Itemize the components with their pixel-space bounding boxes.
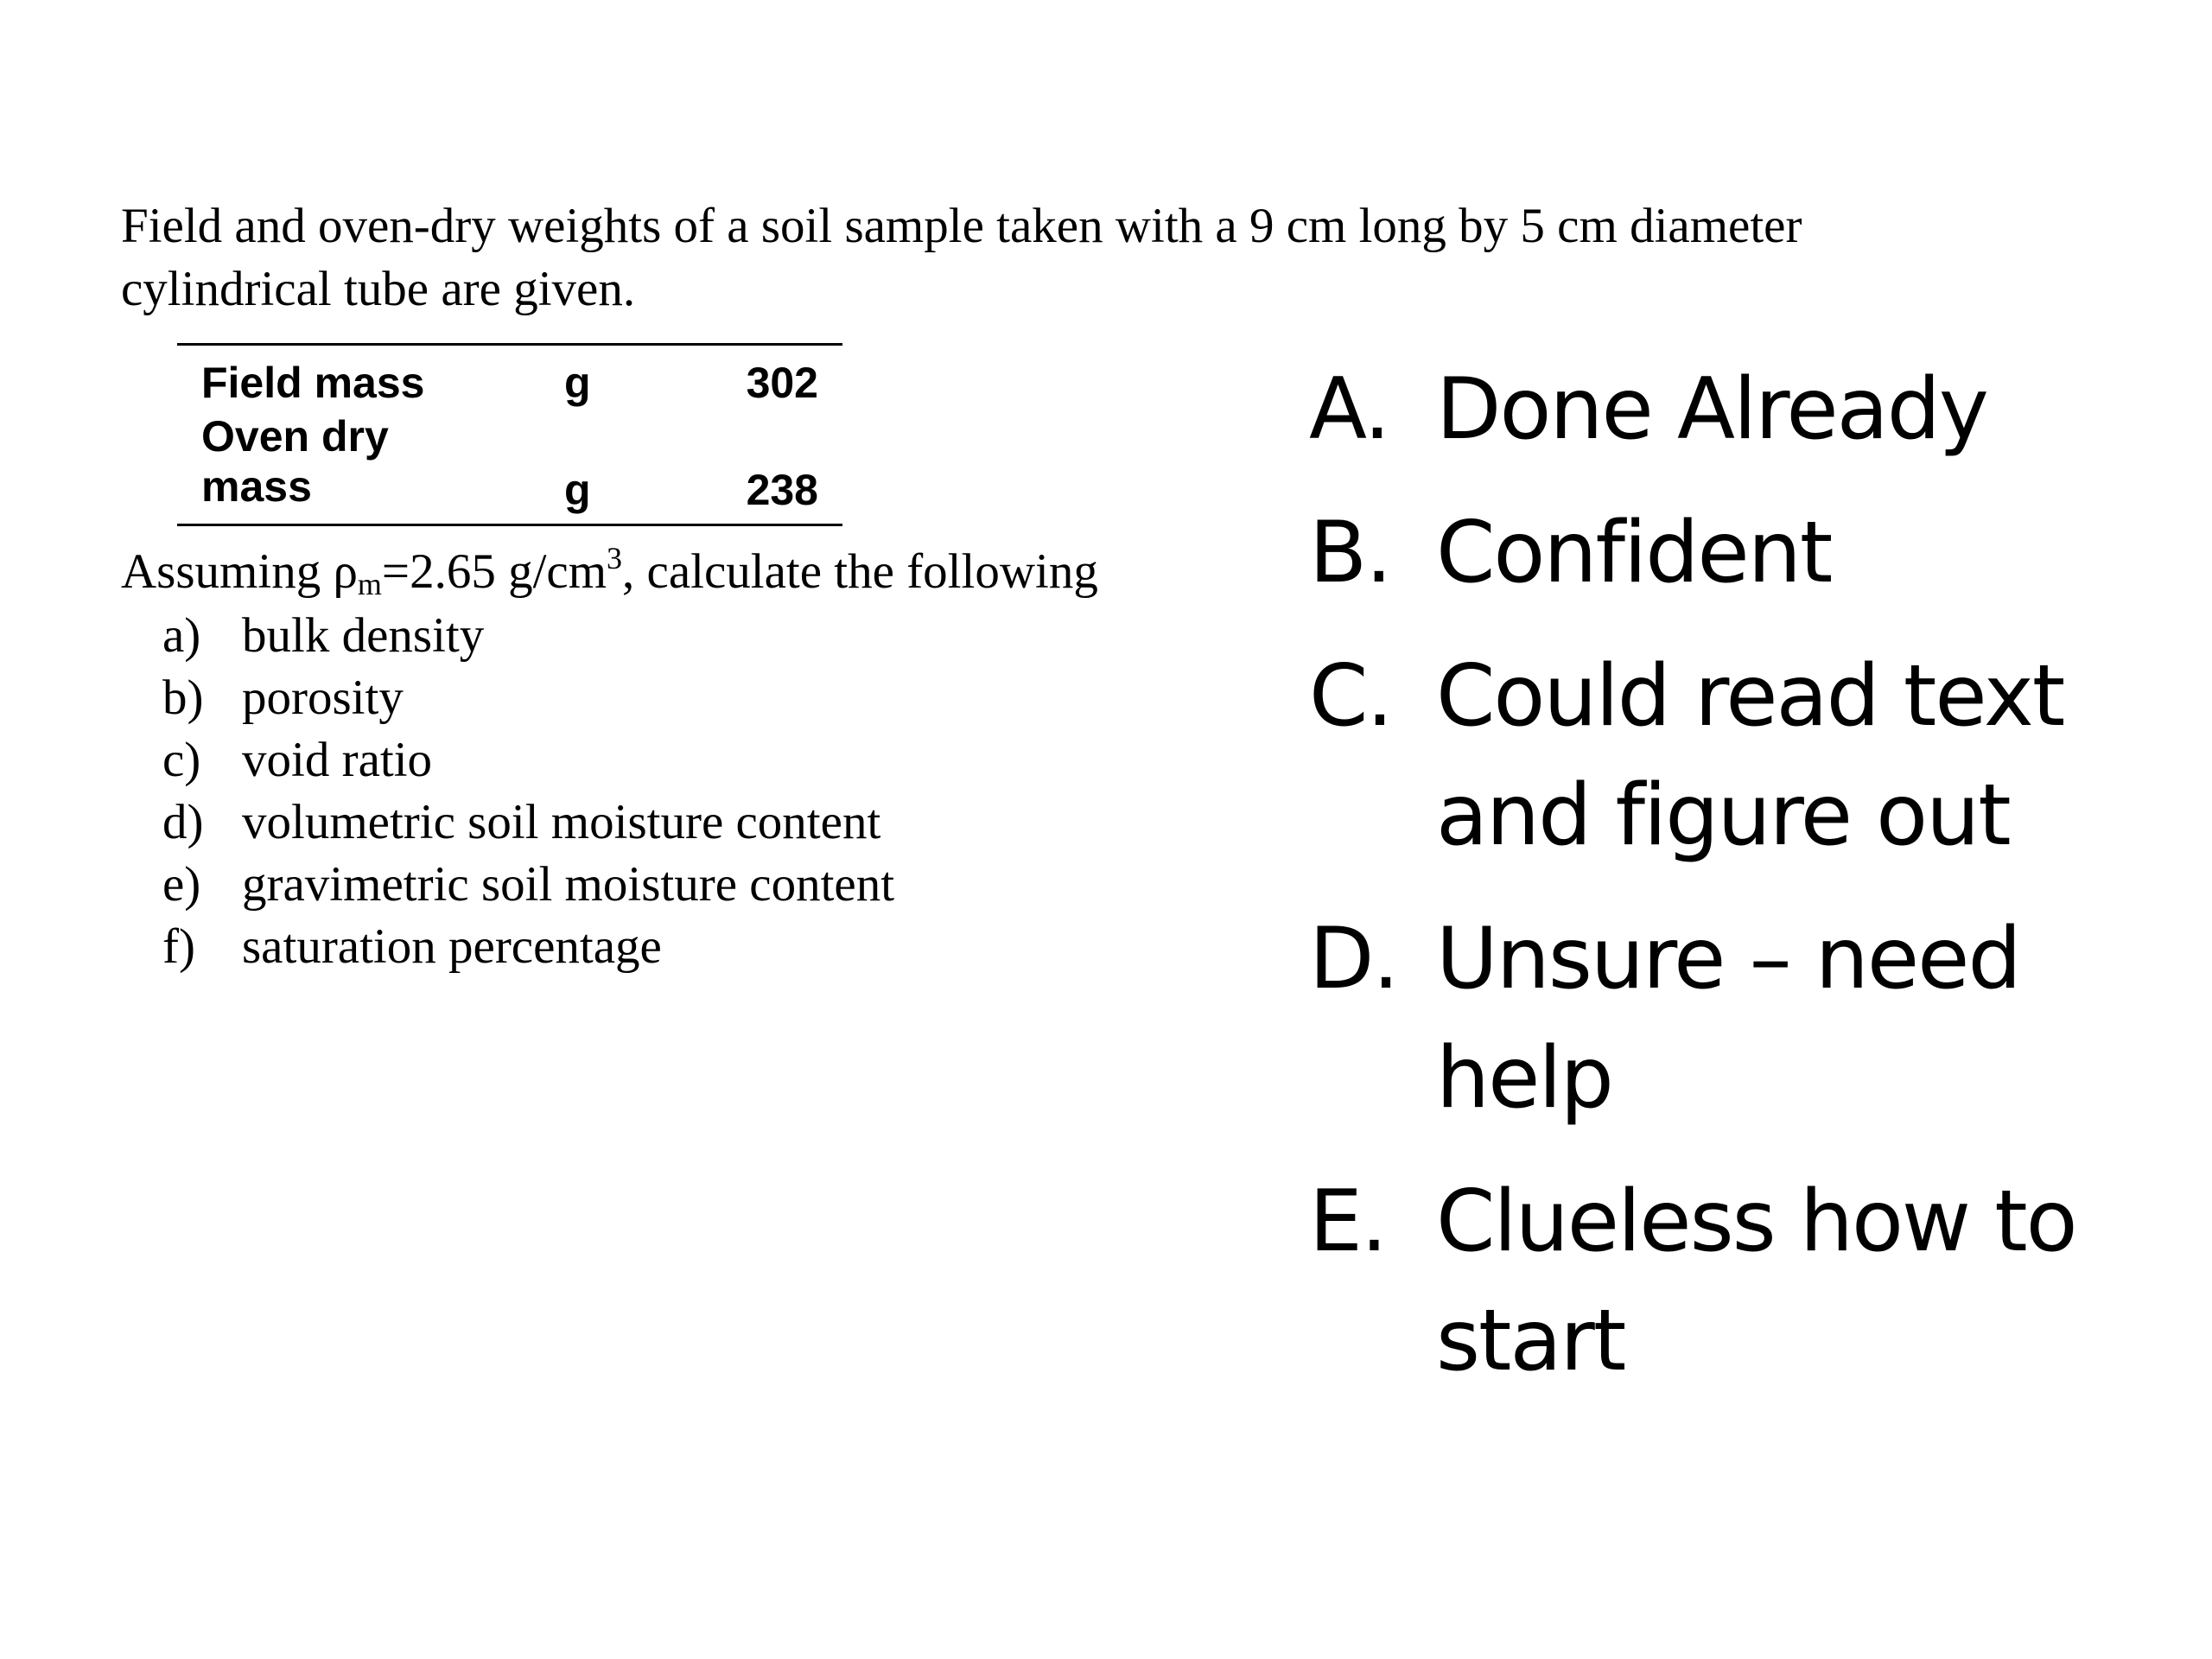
- row-label: Oven dry mass: [201, 412, 389, 511]
- option-text: Confident: [1436, 504, 1832, 602]
- part-text: volumetric soil moisture content: [242, 795, 881, 849]
- row-label: Field mass: [201, 359, 425, 407]
- part-letter: f): [162, 919, 195, 974]
- part-text: saturation percentage: [242, 919, 662, 974]
- option-letter: D.: [1309, 910, 1398, 1008]
- problem-statement: [121, 194, 2022, 321]
- row-value: 302: [746, 359, 818, 407]
- option-letter: C.: [1309, 647, 1392, 746]
- assume-middle: =2.65 g/cm: [381, 544, 607, 599]
- row-unit: g: [564, 359, 591, 407]
- table-row: [177, 356, 842, 410]
- part-letter: c): [162, 733, 201, 787]
- part-text: porosity: [242, 671, 404, 725]
- part-letter: a): [162, 608, 201, 663]
- option-text: Done Already: [1436, 360, 1987, 459]
- part-letter: e): [162, 857, 201, 912]
- option-letter: B.: [1309, 504, 1391, 602]
- option-text: Could read text and figure out: [1436, 647, 2064, 865]
- part-text: void ratio: [242, 733, 433, 787]
- row-value: 238: [746, 466, 818, 514]
- part-letter: d): [162, 795, 204, 849]
- option-c: [1309, 637, 2173, 875]
- table-padding: [177, 517, 842, 524]
- confidence-options: [1309, 350, 2173, 1425]
- option-letter: E.: [1309, 1173, 1387, 1271]
- option-d: [1309, 899, 2173, 1138]
- assume-superscript: 3: [607, 541, 623, 575]
- option-b: [1309, 493, 2173, 613]
- row-unit: g: [564, 466, 591, 514]
- assume-suffix: , calculate the following: [622, 544, 1098, 599]
- assume-prefix: Assuming ρ: [121, 544, 358, 599]
- option-letter: A.: [1309, 360, 1389, 459]
- part-text: gravimetric soil moisture content: [242, 857, 895, 912]
- table-row: [177, 410, 842, 517]
- problem-intro: Field and oven-dry weights of a soil sample taken with a 9 cm long by 5 cm diameter cylindrical tube are given.: [121, 199, 1802, 316]
- part-letter: b): [162, 671, 204, 725]
- option-text: Clueless how to start: [1436, 1173, 2076, 1390]
- assume-subscript: m: [357, 567, 382, 601]
- option-a: [1309, 350, 2173, 469]
- mass-table: [177, 343, 842, 526]
- option-text: Unsure – need help: [1436, 910, 2020, 1128]
- option-e: [1309, 1162, 2173, 1401]
- part-text: bulk density: [242, 608, 485, 663]
